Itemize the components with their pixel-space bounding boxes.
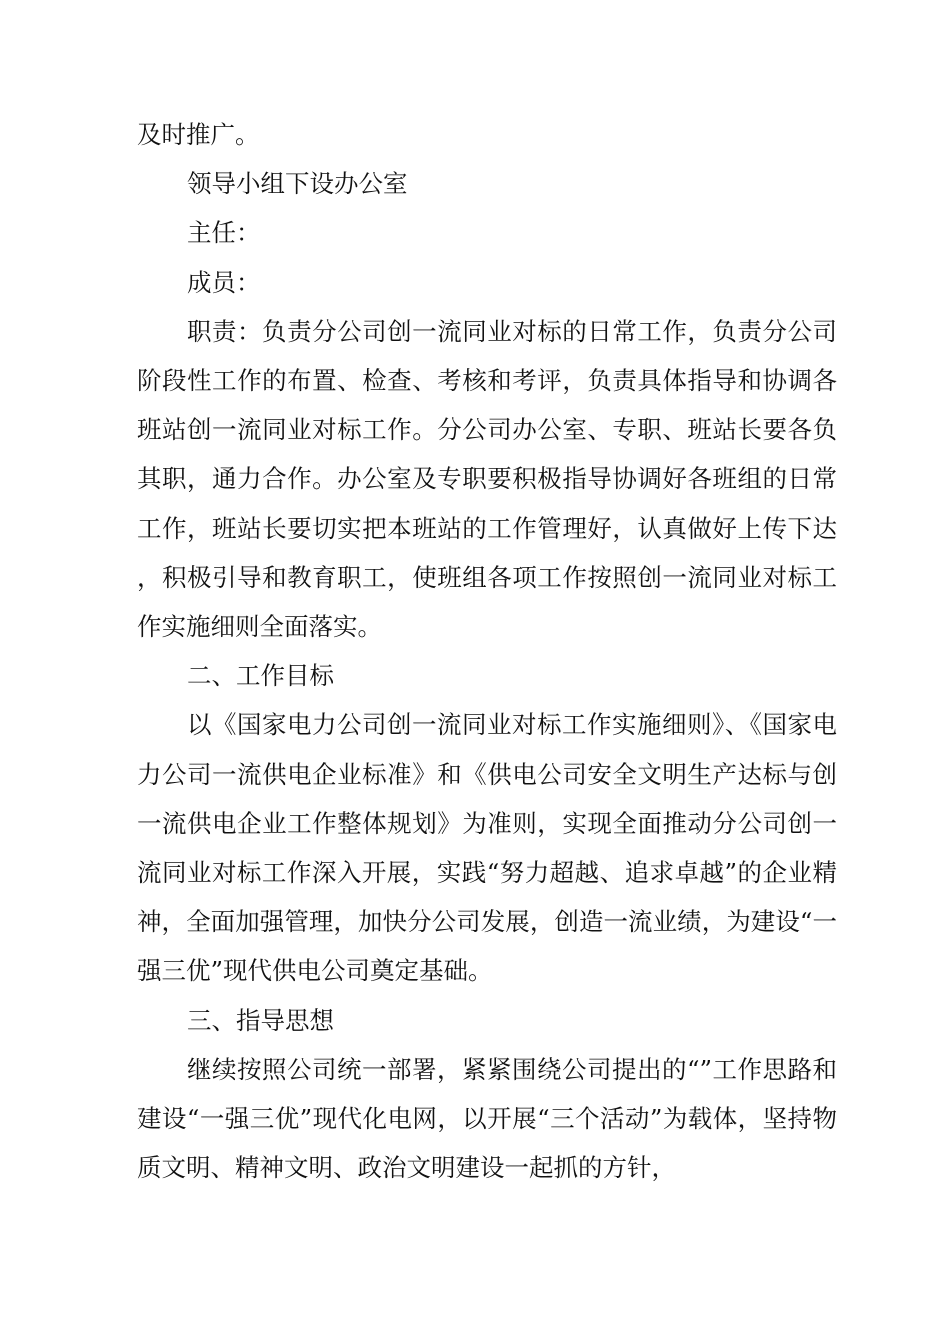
paragraph-office-heading: 领导小组下设办公室 xyxy=(187,169,408,199)
section-heading-guiding-ideology: 三、指导思想 xyxy=(187,1005,334,1035)
paragraph-duties: 职责：负责分公司创一流同业对标的日常工作，负责分公司阶段性工作的布置、检查、考核和考评，负责具体指导和协调各班站创一流同业对标工作。分公司办公室、专职、班站长要各负其职，通力合作。办公室及专职要积极指导协调好各班组的日常工作，班站长要切实把本班站的工作管理好，认真做好上传下达，积极引导和教育职工，使班组各项工作按照创一流同业对标工作实施细则全面落实。 xyxy=(137,316,837,642)
document-body xyxy=(137,110,837,1192)
paragraph-director: 主任： xyxy=(187,218,261,248)
paragraph-continuation: 及时推广。 xyxy=(137,120,260,149)
paragraph-members: 成员： xyxy=(187,267,261,297)
paragraph-goals: 以《国家电力公司创一流同业对标工作实施细则》、《国家电力公司一流供电企业标准》和《供电公司安全文明生产达标与创一流供电企业工作整体规划》为准则，实现全面推动分公司创一流同业对标工作深入开展，实践“努力超越、追求卓越”的企业精神，全面加强管理，加快分公司发展，创造一流业绩，为建设“一强三优”现代供电公司奠定基础。 xyxy=(137,710,837,986)
paragraph-guiding-ideology: 继续按照公司统一部署，紧紧围绕公司提出的“”工作思路和建设“一强三优”现代化电网，以开展“三个活动”为载体，坚持物质文明、精神文明、政治文明建设一起抓的方针， xyxy=(137,1054,837,1183)
section-heading-goals: 二、工作目标 xyxy=(187,661,334,691)
